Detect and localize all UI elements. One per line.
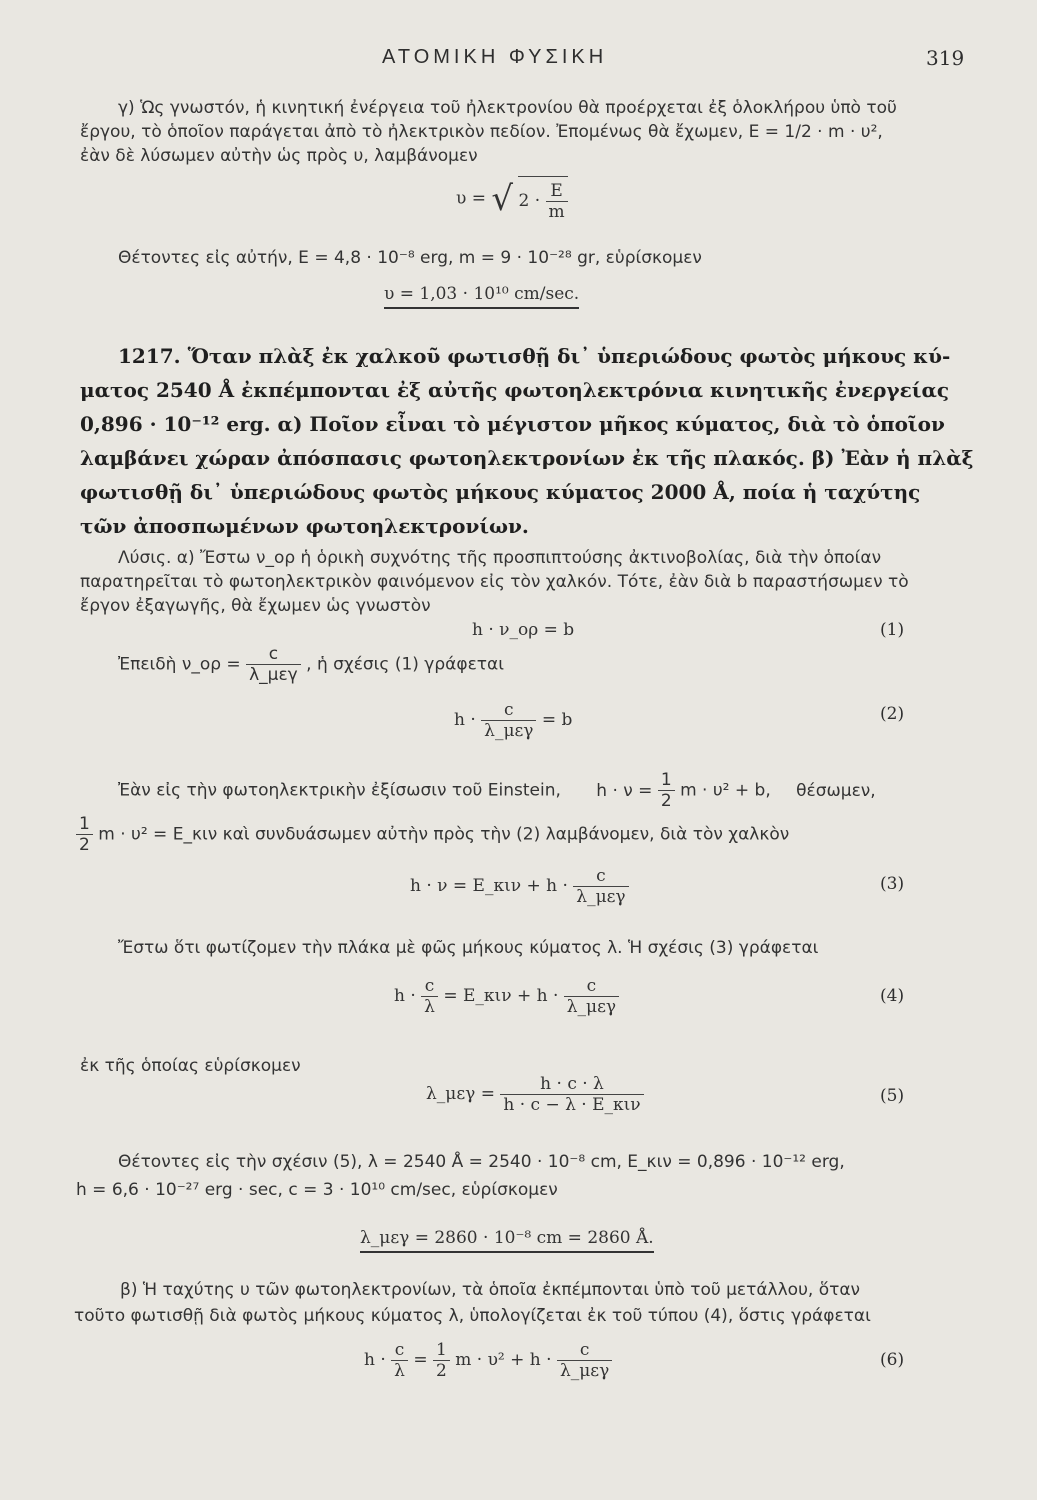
frac-den: 2 bbox=[433, 1360, 450, 1381]
problem-line: φωτισθῇ δι᾽ ὑπεριώδους φωτὸς μήκους κύματος 2000 Å, ποία ἡ ταχύτης bbox=[80, 480, 921, 504]
eq-mid: m · υ² + h · bbox=[455, 1350, 552, 1370]
eq-lhs: υ = bbox=[456, 188, 486, 209]
equation-5 bbox=[426, 1074, 644, 1115]
frac-num: 1 bbox=[660, 770, 672, 790]
frac-den: h · c − λ · Ε_κιν bbox=[500, 1094, 643, 1115]
eq-factor: 2 · bbox=[518, 191, 541, 211]
frac-num: c bbox=[504, 700, 514, 720]
values-line: Θέτοντες εἰς αὐτήν, Ε = 4,8 · 10⁻⁸ erg, m = 9 · 10⁻²⁸ gr, εὑρίσκομεν bbox=[118, 248, 702, 268]
eq-equals: = bbox=[413, 1350, 428, 1370]
frac-den: λ_μεγ bbox=[246, 664, 301, 685]
problem-line: λαμβάνει χώραν ἀπόσπασις φωτοηλεκτρονίων ἐκ τῆς πλακός. β) Ἐὰν ἡ πλὰξ bbox=[80, 446, 974, 470]
solution-line: Λύσις. α) Ἔστω ν_ορ ἡ ὁρικὴ συχνότης τῆς προσπιπτούσης ἀκτινοβολίας, διὰ τὴν ὁποίαν bbox=[118, 548, 882, 568]
set-tail: καὶ συνδυάσωμεν αὐτὴν πρὸς τὴν (2) λαμβάνομεν, διὰ τὸν χαλκὸν bbox=[222, 824, 790, 845]
einstein-eq-rhs: m · υ² + b, bbox=[680, 780, 771, 801]
eq-lhs: h · ν = Ε_κιν + h · bbox=[410, 876, 568, 896]
since-line bbox=[118, 644, 504, 685]
since-tail: , ἡ σχέσις (1) γράφεται bbox=[306, 654, 504, 675]
paragraph-line: γ) Ὡς γνωστόν, ἡ κινητική ἐνέργεια τοῦ ἠλεκτρονίου θὰ προέρχεται ἐξ ὁλοκλήρου ὑπὸ τοῦ bbox=[118, 98, 897, 118]
velocity-result: υ = 1,03 · 10¹⁰ cm/sec. bbox=[384, 284, 579, 309]
frac-den: λ_μεγ bbox=[573, 886, 628, 907]
since-lhs: Ἐπειδὴ ν_ορ = bbox=[118, 654, 241, 675]
frac-num: c bbox=[586, 976, 597, 996]
equation-3 bbox=[410, 866, 629, 907]
problem-line: 1217. Ὅταν πλὰξ ἐκ χαλκοῦ φωτισθῇ δι᾽ ὑπεριώδους φωτὸς μήκους κύ- bbox=[118, 344, 951, 368]
equation-4 bbox=[394, 976, 619, 1017]
eq-lhs: h · bbox=[394, 986, 416, 1006]
sqrt-equation bbox=[456, 176, 568, 222]
einstein-eq-lhs: h · ν = bbox=[596, 780, 653, 801]
problem-line: ματος 2540 Å ἐκπέμπονται ἐξ αὐτῆς φωτοηλεκτρόνια κινητικῆς ἐνεργείας bbox=[80, 378, 950, 402]
frac-num: 1 bbox=[436, 1340, 447, 1360]
frac-num: c bbox=[268, 644, 279, 664]
frac-den: 2 bbox=[658, 790, 675, 811]
frac-den: λ_μεγ bbox=[564, 996, 619, 1017]
solution-line: ἔργον ἐξαγωγῆς, θὰ ἔχωμεν ὡς γνωστὸν bbox=[80, 596, 431, 616]
frac-den: m bbox=[546, 201, 568, 222]
frac-num: c bbox=[596, 866, 606, 886]
frac-num: c bbox=[424, 976, 435, 996]
equation-6 bbox=[364, 1340, 612, 1381]
from-line: ἐκ τῆς ὁποίας εὑρίσκομεν bbox=[80, 1056, 301, 1076]
paragraph-line: τοῦτο φωτισθῇ διὰ φωτὸς μήκους κύματος λ, ὑπολογίζεται ἐκ τοῦ τύπου (4), ὅστις γράφεται bbox=[74, 1306, 871, 1326]
lambda-line: Ἔστω ὅτι φωτίζομεν τὴν πλάκα μὲ φῶς μήκους κύματος λ. Ἡ σχέσις (3) γράφεται bbox=[118, 938, 819, 958]
set-line bbox=[76, 814, 789, 855]
frac-den: λ_μεγ bbox=[481, 720, 536, 741]
eq-lhs: h · bbox=[454, 710, 476, 730]
frac-den: λ bbox=[391, 1360, 408, 1381]
frac-num: E bbox=[550, 181, 563, 201]
equation-2 bbox=[454, 700, 572, 741]
paragraph-line: β) Ἡ ταχύτης υ τῶν φωτοηλεκτρονίων, τὰ ὁποῖα ἐκπέμπονται ὑπὸ τοῦ μετάλλου, ὅταν bbox=[120, 1280, 861, 1300]
frac-num: 1 bbox=[79, 814, 90, 834]
einstein-line bbox=[118, 770, 876, 811]
frac-num: c bbox=[579, 1340, 590, 1360]
running-header: ΑΤΟΜΙΚΗ ΦΥΣΙΚΗ bbox=[382, 46, 608, 68]
equation-number: (1) bbox=[880, 620, 905, 640]
equation-number: (2) bbox=[880, 704, 905, 724]
eq-lhs: h · bbox=[364, 1350, 386, 1370]
paragraph-line: ἐὰν δὲ λύσωμεν αὐτὴν ὡς πρὸς υ, λαμβάνομεν bbox=[80, 146, 478, 166]
equation-number: (5) bbox=[880, 1086, 905, 1106]
frac-den: λ_μεγ bbox=[557, 1360, 612, 1381]
frac-num: c bbox=[394, 1340, 405, 1360]
substitution-line: Θέτοντες εἰς τὴν σχέσιν (5), λ = 2540 Å = 2540 · 10⁻⁸ cm, Ε_κιν = 0,896 · 10⁻¹² erg, bbox=[118, 1152, 845, 1172]
equation-number: (4) bbox=[880, 986, 905, 1006]
einstein-tail: θέσωμεν, bbox=[796, 780, 876, 801]
equation-1: h · ν_ορ = b bbox=[472, 620, 575, 640]
sqrt-icon: √ bbox=[491, 179, 514, 219]
eq-lhs: λ_μεγ = bbox=[426, 1084, 495, 1104]
substitution-line: h = 6,6 · 10⁻²⁷ erg · sec, c = 3 · 10¹⁰ cm/sec, εὑρίσκομεν bbox=[76, 1180, 558, 1200]
equation-number: (3) bbox=[880, 874, 905, 894]
eq-mid: = Ε_κιν + h · bbox=[443, 986, 559, 1006]
paragraph-line: ἔργου, τὸ ὁποῖον παράγεται ἀπὸ τὸ ἠλεκτρικὸν πεδίον. Ἐπομένως θὰ ἔχωμεν, Ε = 1/2 · m · υ², bbox=[80, 122, 883, 142]
wavelength-result: λ_μεγ = 2860 · 10⁻⁸ cm = 2860 Å. bbox=[360, 1228, 654, 1253]
solution-line: παρατηρεῖται τὸ φωτοηλεκτρικὸν φαινόμενον εἰς τὸν χαλκόν. Τότε, ἐὰν διὰ b παραστήσωμεν τὸ bbox=[80, 572, 909, 592]
frac-den: 2 bbox=[76, 834, 93, 855]
page-number: 319 bbox=[926, 46, 965, 70]
frac-num: h · c · λ bbox=[540, 1074, 604, 1094]
problem-line: 0,896 · 10⁻¹² erg. α) Ποῖον εἶναι τὸ μέγιστον μῆκος κύματος, διὰ τὸ ὁποῖον bbox=[80, 412, 945, 436]
equation-number: (6) bbox=[880, 1350, 905, 1370]
problem-line: τῶν ἀποσπωμένων φωτοηλεκτρονίων. bbox=[80, 514, 529, 538]
set-rhs: m · υ² = Ε_κιν bbox=[98, 824, 218, 845]
frac-den: λ bbox=[421, 996, 438, 1017]
eq-rhs: = b bbox=[541, 710, 573, 730]
einstein-text: Ἐὰν εἰς τὴν φωτοηλεκτρικὴν ἐξίσωσιν τοῦ Einstein, bbox=[118, 780, 561, 801]
